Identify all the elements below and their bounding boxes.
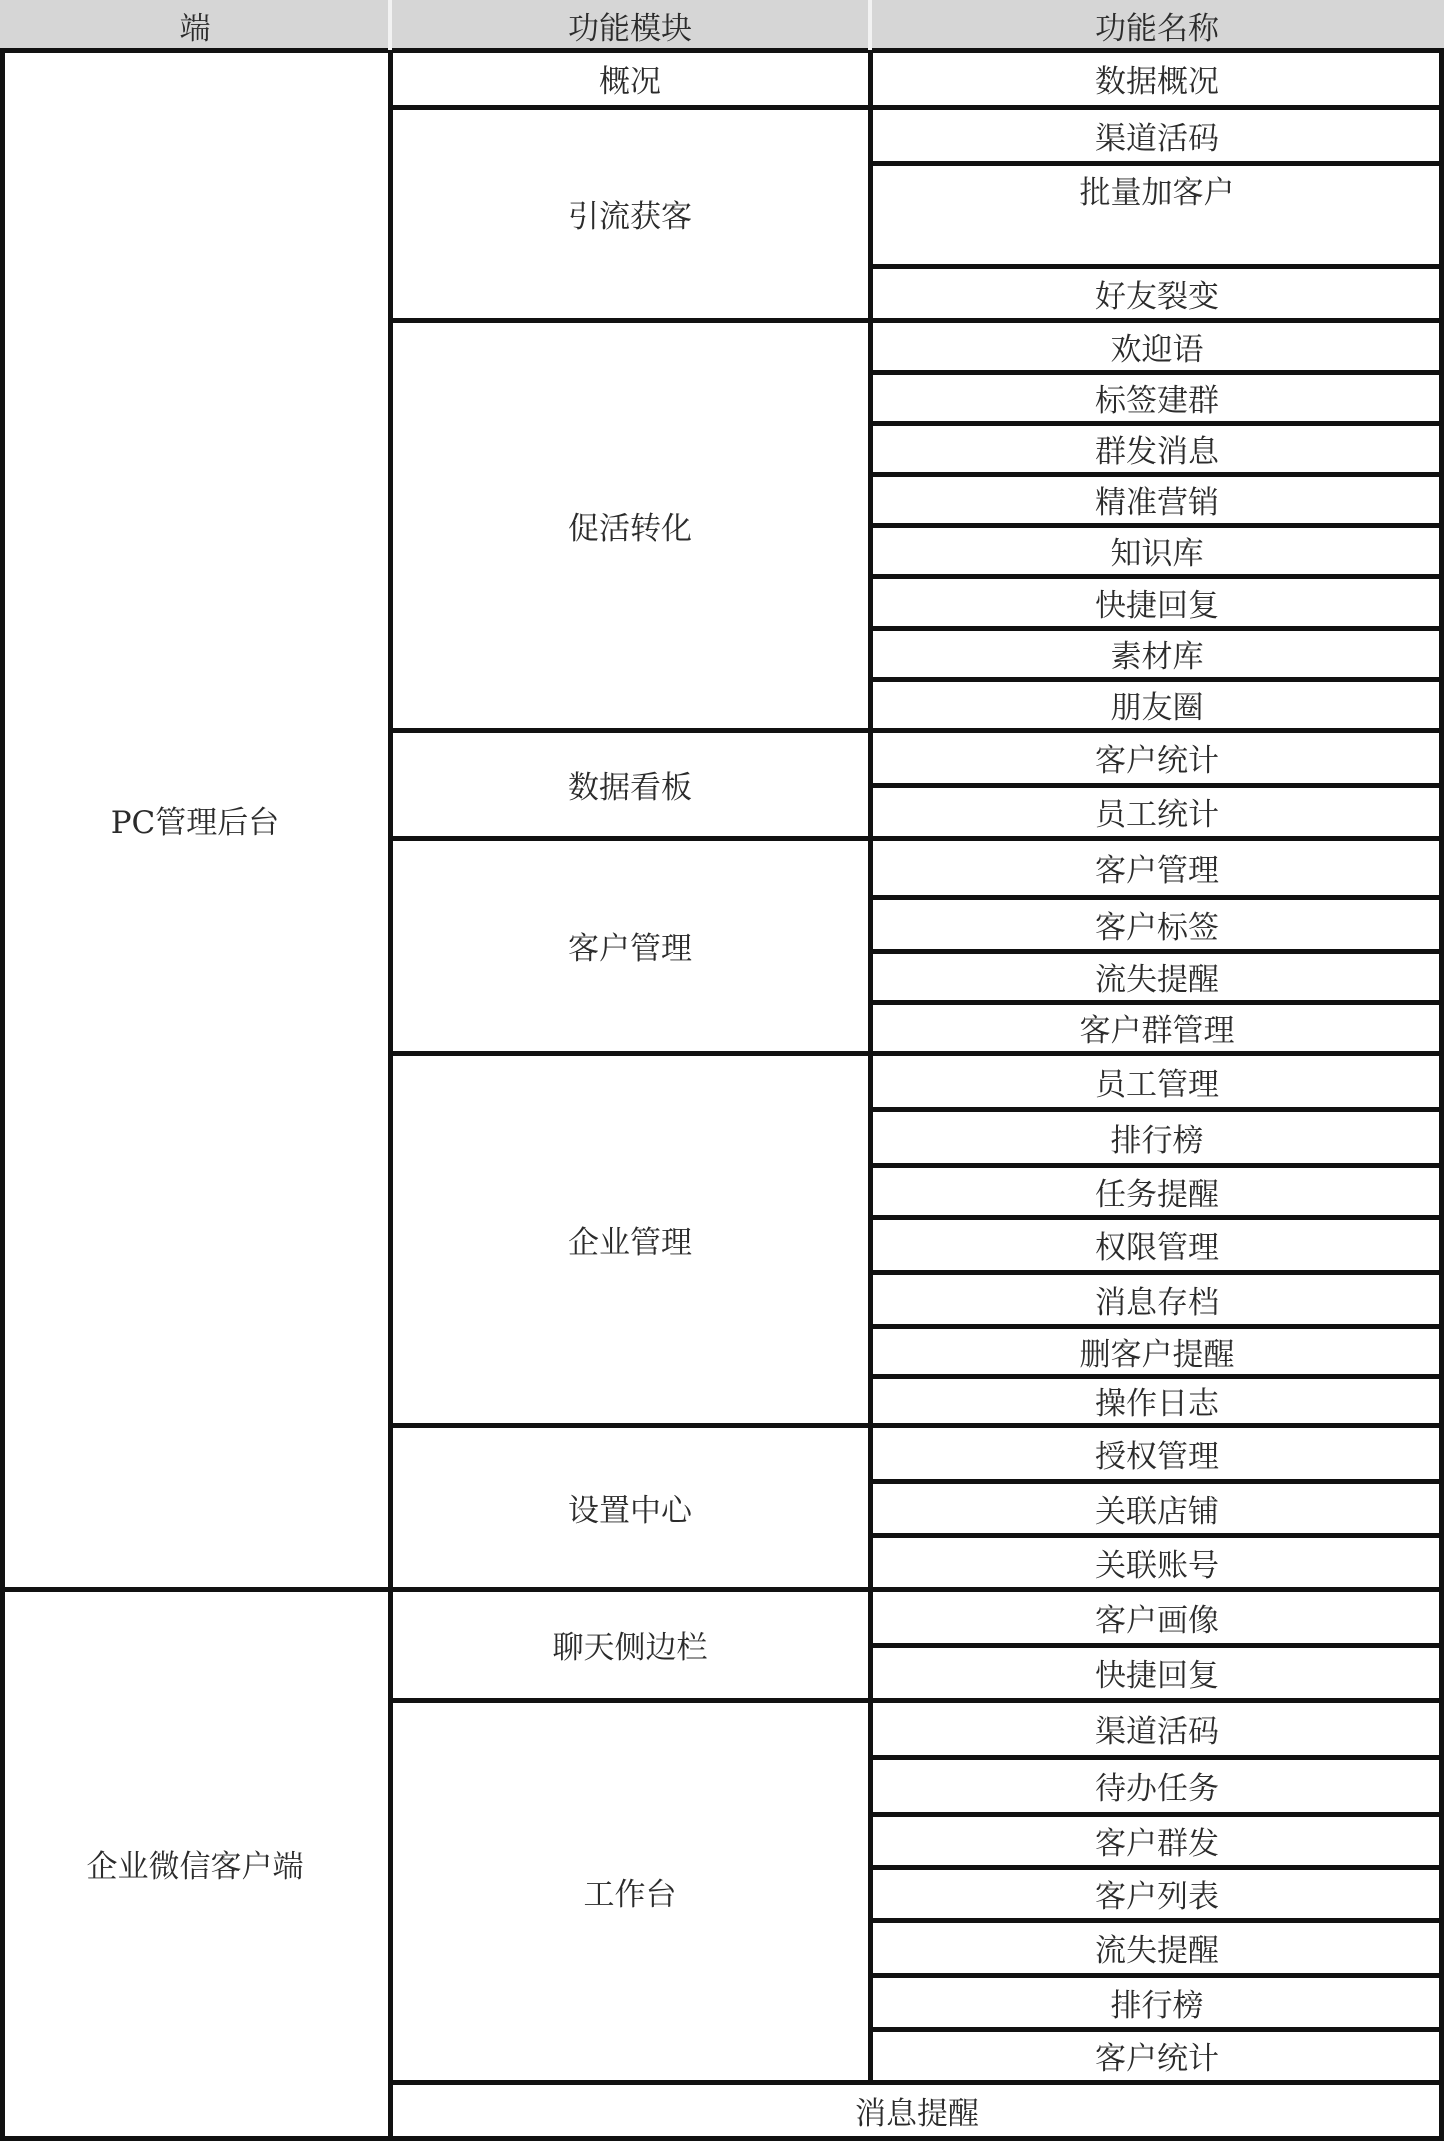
module-divider <box>390 2080 1444 2085</box>
module-divider <box>390 1051 1444 1056</box>
platform-cell: PC管理后台 <box>110 805 280 841</box>
module-divider <box>390 105 1444 110</box>
column-divider <box>388 50 393 2138</box>
row-divider <box>870 1918 1444 1923</box>
row-divider <box>870 574 1444 579</box>
module-cell: 设置中心 <box>568 1492 692 1529</box>
feature-cell: 流失提醒 <box>1095 1933 1219 1969</box>
module-cell: 概况 <box>599 64 661 100</box>
feature-cell: 客户画像 <box>1095 1602 1219 1639</box>
platform-cell: 企业微信客户端 <box>86 1849 304 1885</box>
header-sep <box>868 0 872 50</box>
module-divider <box>390 728 1444 733</box>
module-divider <box>390 1698 1444 1703</box>
row-divider <box>870 1812 1444 1817</box>
feature-cell: 关联店铺 <box>1095 1493 1219 1530</box>
feature-cell: 客户管理 <box>1095 853 1219 889</box>
feature-cell: 客户群发 <box>1095 1826 1219 1862</box>
feature-cell: 精准营销 <box>1095 485 1219 521</box>
feature-cell: 客户标签 <box>1095 909 1219 946</box>
feature-cell: 任务提醒 <box>1095 1176 1219 1213</box>
row-divider <box>870 677 1444 682</box>
row-divider <box>870 161 1444 166</box>
row-divider <box>870 1865 1444 1870</box>
header-platform: 端 <box>0 0 390 50</box>
table-left-border <box>0 50 5 2138</box>
row-divider <box>870 783 1444 788</box>
feature-cell: 操作日志 <box>1095 1386 1219 1422</box>
row-divider <box>870 895 1444 900</box>
module-divider <box>390 1423 1444 1428</box>
feature-cell: 排行榜 <box>1110 1122 1204 1159</box>
module-cell: 促活转化 <box>568 510 692 547</box>
feature-cell: 客户统计 <box>1095 2041 1219 2077</box>
feature-cell: 员工管理 <box>1095 1066 1219 1103</box>
row-divider <box>870 472 1444 477</box>
row-divider <box>870 949 1444 954</box>
feature-cell: 标签建群 <box>1095 383 1219 419</box>
row-divider <box>870 2027 1444 2032</box>
row-divider <box>870 1324 1444 1329</box>
table-right-border <box>1439 50 1444 2138</box>
feature-cell: 排行榜 <box>1110 1987 1204 2024</box>
row-divider <box>870 523 1444 528</box>
module-cell: 数据看板 <box>568 769 692 806</box>
module-divider <box>390 318 1444 323</box>
row-divider <box>870 264 1444 269</box>
feature-cell: 待办任务 <box>1095 1771 1219 1807</box>
row-divider <box>870 1755 1444 1760</box>
row-divider <box>870 1643 1444 1648</box>
feature-cell: 批量加客户 <box>1079 175 1235 211</box>
row-divider <box>870 1374 1444 1379</box>
module-divider <box>390 836 1444 841</box>
feature-cell: 快捷回复 <box>1095 1658 1219 1694</box>
feature-cell: 快捷回复 <box>1095 587 1219 624</box>
feature-cell: 欢迎语 <box>1110 331 1204 368</box>
feature-cell: 权限管理 <box>1095 1230 1219 1266</box>
column-divider <box>868 50 873 2084</box>
feature-cell: 员工统计 <box>1095 797 1219 833</box>
row-divider <box>870 1479 1444 1484</box>
feature-cell: 渠道活码 <box>1095 120 1219 157</box>
module-cell: 引流获客 <box>568 199 692 235</box>
row-divider <box>870 1215 1444 1220</box>
feature-cell: 消息存档 <box>1095 1284 1219 1321</box>
row-divider <box>870 1973 1444 1978</box>
module-cell: 工作台 <box>583 1876 677 1913</box>
row-divider <box>870 1000 1444 1005</box>
feature-cell: 渠道活码 <box>1095 1714 1219 1750</box>
module-divider <box>390 1587 1444 1592</box>
row-divider <box>870 626 1444 631</box>
feature-cell: 删客户提醒 <box>1079 1336 1235 1373</box>
feature-cell: 授权管理 <box>1095 1438 1219 1475</box>
row-divider <box>870 1270 1444 1275</box>
feature-cell: 客户统计 <box>1095 743 1219 779</box>
header-feature: 功能名称 <box>870 0 1444 50</box>
header-sep <box>388 0 392 50</box>
feature-cell: 素材库 <box>1110 639 1204 675</box>
table-bottom-border <box>0 2136 1444 2141</box>
row-divider <box>870 421 1444 426</box>
row-divider <box>870 1533 1444 1538</box>
header-divider <box>0 48 1444 53</box>
feature-cell: 客户群管理 <box>1079 1013 1235 1049</box>
feature-cell: 数据概况 <box>1095 64 1219 100</box>
row-divider <box>870 1163 1444 1168</box>
feature-cell: 流失提醒 <box>1095 962 1219 998</box>
feature-cell: 朋友圈 <box>1110 690 1204 726</box>
row-divider <box>870 370 1444 375</box>
feature-cell: 好友裂变 <box>1095 278 1219 315</box>
module-cell: 聊天侧边栏 <box>552 1630 708 1666</box>
feature-cell: 关联账号 <box>1095 1547 1219 1584</box>
feature-cell: 知识库 <box>1110 536 1204 572</box>
feature-cell: 客户列表 <box>1095 1879 1219 1915</box>
row-divider <box>870 1107 1444 1112</box>
module-cell: 企业管理 <box>568 1224 692 1261</box>
feature-cell: 群发消息 <box>1095 434 1219 470</box>
module-cell: 客户管理 <box>568 931 692 967</box>
module-cell: 消息提醒 <box>855 2095 979 2132</box>
header-module: 功能模块 <box>390 0 870 50</box>
